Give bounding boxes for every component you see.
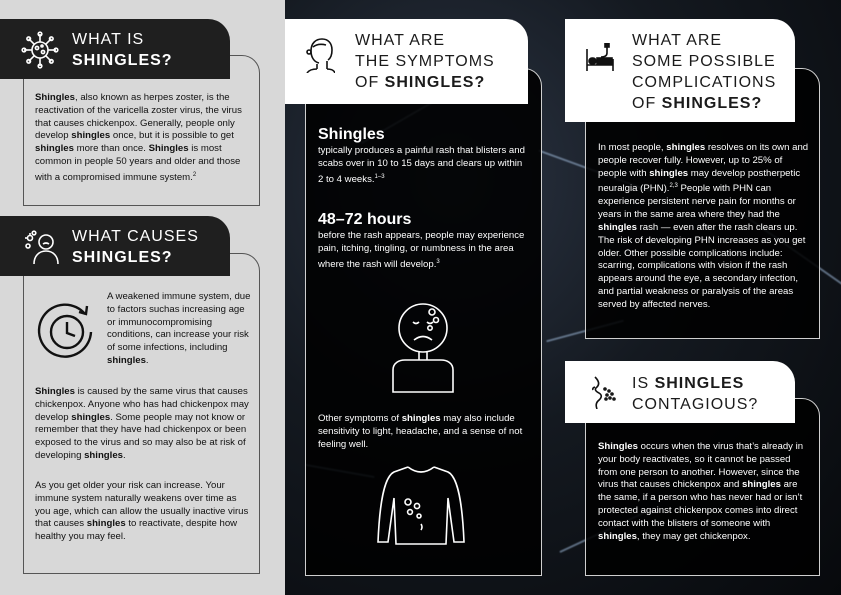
- symptoms-header: [285, 19, 528, 104]
- what-causes-para1: Shingles is caused by the same virus that causes chickenpox. Anyone who has had chickenpox may develop shingles. Some people may not know or remember that they have had chickenpox or been exposed to the virus and so may also be at risk of developing shingles.: [35, 386, 249, 461]
- what-causes-para2: As you get older your risk can increase. Your immune system naturally weakens over time as you age, which can allow the usually inactive virus that causes shingles to reactivate, despite how healthy you may feel.: [35, 480, 249, 543]
- complications-text: In most people, shingles resolves on its own and people recover fully. However, up to 25% of people with shingles may develop postherpetic neuralgia (PHN).$^{2,3}$ People with PHN can experience persistent nerve pain for months or years in the same area where they had the shingles rash — even after the rash clears up. The risk of developing PHN increases as you get older. Other possible complications include: scarring, complications with vision if the rash appears around the eye, a secondary infection, and partial weakness or paralysis of the areas served by affected nerves.: [598, 142, 809, 310]
- what-causes-title: WHAT CAUSES SHINGLES?: [72, 228, 199, 266]
- symptoms-para1: typically produces a painful rash that blisters and scabs over in 10 to 15 days and clears up within 2 to 4 weeks.$^{1-3}$: [318, 145, 525, 185]
- what-is-text: Shingles, also known as herpes zoster, is the reactivation of the varicella zoster virus, the virus that causes chickenpox. Generally, people only develop shingles once, but it is possible to get shingles more than once. Shingles is most common in people 50 years and older and those with a compromised immune system.$^2$: [35, 92, 242, 183]
- what-causes-header: [0, 216, 230, 276]
- virus-icon: [21, 31, 59, 69]
- torso-rash-icon: [372, 464, 470, 546]
- what-is-title: WHAT IS SHINGLES?: [72, 31, 173, 69]
- complications-header: [565, 19, 795, 122]
- clock-cycle-icon: [35, 298, 99, 362]
- complications-title: WHAT ARE SOME POSSIBLE COMPLICATIONS OF SHINGLES?: [632, 32, 777, 112]
- symptoms-para2: before the rash appears, people may experience pain, itching, tingling, or numbness in the area where the rash will develop.$^3$: [318, 230, 525, 270]
- symptoms-heading-2: 48–72 hours: [318, 211, 412, 228]
- contagious-header: [565, 361, 795, 423]
- contagious-text: Shingles occurs when the virus that’s already in your body reactivates, so it cannot be passed from one person to another. However, since the virus that causes chickenpox and shingles are the same, if a person who has never had or isn’t protected against chickenpox comes into direct contact with the blisters of someone with shingles, they may get chickenpox.: [598, 441, 804, 542]
- symptoms-heading-1: Shingles: [318, 126, 385, 143]
- contagious-title: IS SHINGLES CONTAGIOUS?: [632, 375, 759, 413]
- hospital-bed-icon: [583, 43, 617, 73]
- what-is-header: [0, 19, 230, 79]
- sick-person-icon: [22, 228, 60, 266]
- what-causes-intro: A weakened immune system, due to factors suchas increasing age or immunocompromising conditions, can increase your risk of some infections, including shingles.: [107, 291, 251, 366]
- sneeze-icon: [587, 375, 617, 409]
- sad-face-rash-icon: [388, 298, 458, 394]
- head-icon: [305, 35, 335, 73]
- symptoms-para3: Other symptoms of shingles may also include sensitivity to light, headache, and a sense of not feeling well.: [318, 413, 523, 450]
- symptoms-title: WHAT ARE THE SYMPTOMS OF SHINGLES?: [355, 32, 495, 91]
